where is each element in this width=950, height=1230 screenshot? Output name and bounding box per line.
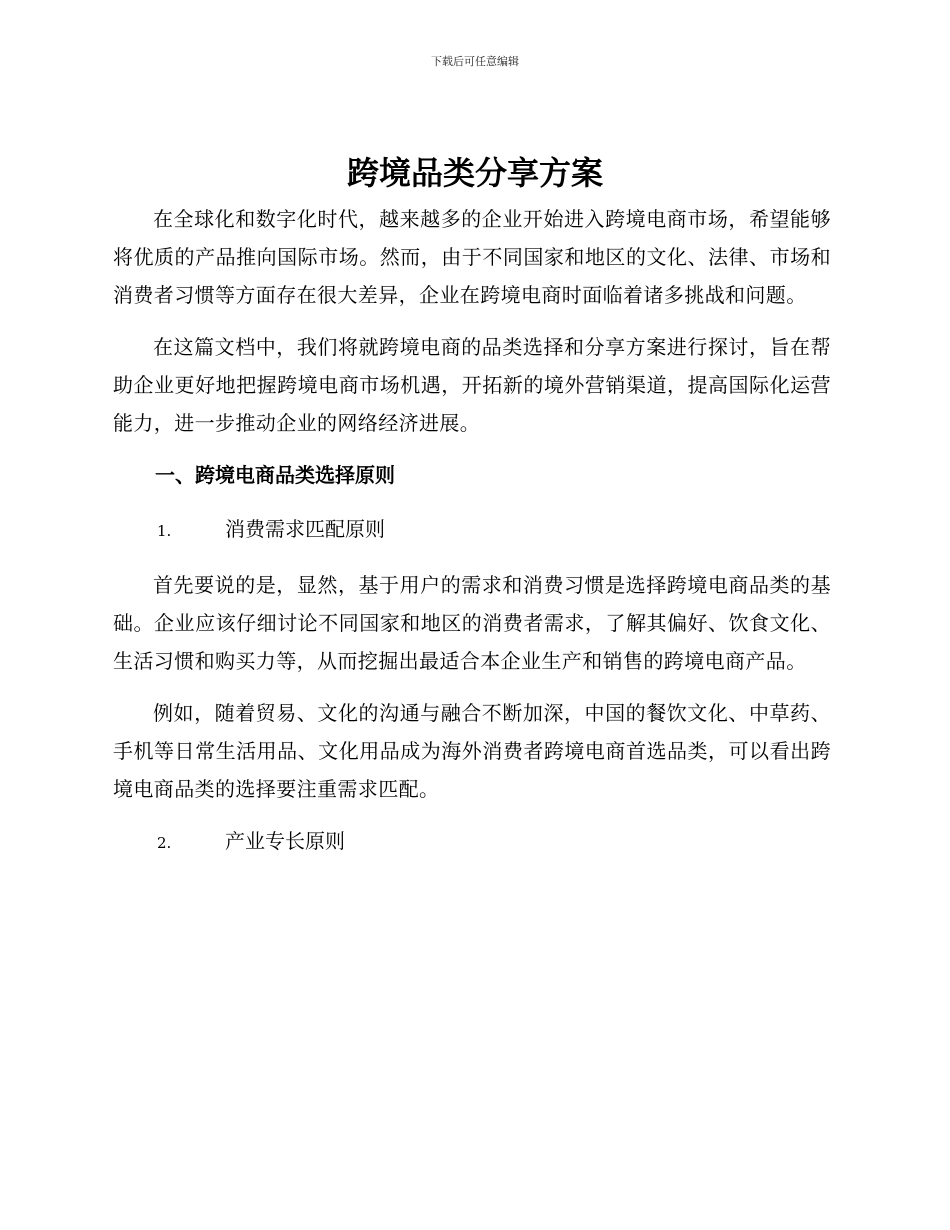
- intro-paragraph-1: 在全球化和数字化时代，越来越多的企业开始进入跨境电商市场，希望能够将优质的产品推向国际市场。然而，由于不同国家和地区的文化、法律、市场和消费者习惯等方面存在很大差异，企业在跨境电商时面临着诸多挑战和问题。: [113, 207, 831, 307]
- list-item-number: 1.: [157, 522, 172, 540]
- intro-paragraph-2: 在这篇文档中，我们将就跨境电商的品类选择和分享方案进行探讨，旨在帮助企业更好地把握跨境电商市场机遇，开拓新的境外营销渠道，提高国际化运营能力，进一步推动企业的网络经济进展。: [113, 335, 831, 435]
- page-header-note: 下载后可任意编辑: [431, 55, 519, 68]
- section-heading: 一、跨境电商品类选择原则: [155, 463, 395, 487]
- document-body: [113, 200, 831, 878]
- list-item-title: 消费需求匹配原则: [225, 517, 385, 541]
- body-paragraph: 首先要说的是，显然，基于用户的需求和消费习惯是选择跨境电商品类的基础。企业应该仔细讨论不同国家和地区的消费者需求，了解其偏好、饮食文化、生活习惯和购买力等，从而挖掘出最适合本企业生产和销售的跨境电商产品。: [113, 573, 831, 673]
- list-item-number: 2.: [157, 834, 172, 852]
- list-item-title: 产业专长原则: [225, 829, 345, 853]
- list-item-heading-1: [113, 510, 831, 550]
- list-item-heading-2: [113, 822, 831, 862]
- document-title: 跨境品类分享方案: [346, 154, 603, 192]
- body-paragraph: 例如，随着贸易、文化的沟通与融合不断加深，中国的餐饮文化、中草药、手机等日常生活用品、文化用品成为海外消费者跨境电商首选品类，可以看出跨境电商品类的选择要注重需求匹配。: [113, 701, 831, 801]
